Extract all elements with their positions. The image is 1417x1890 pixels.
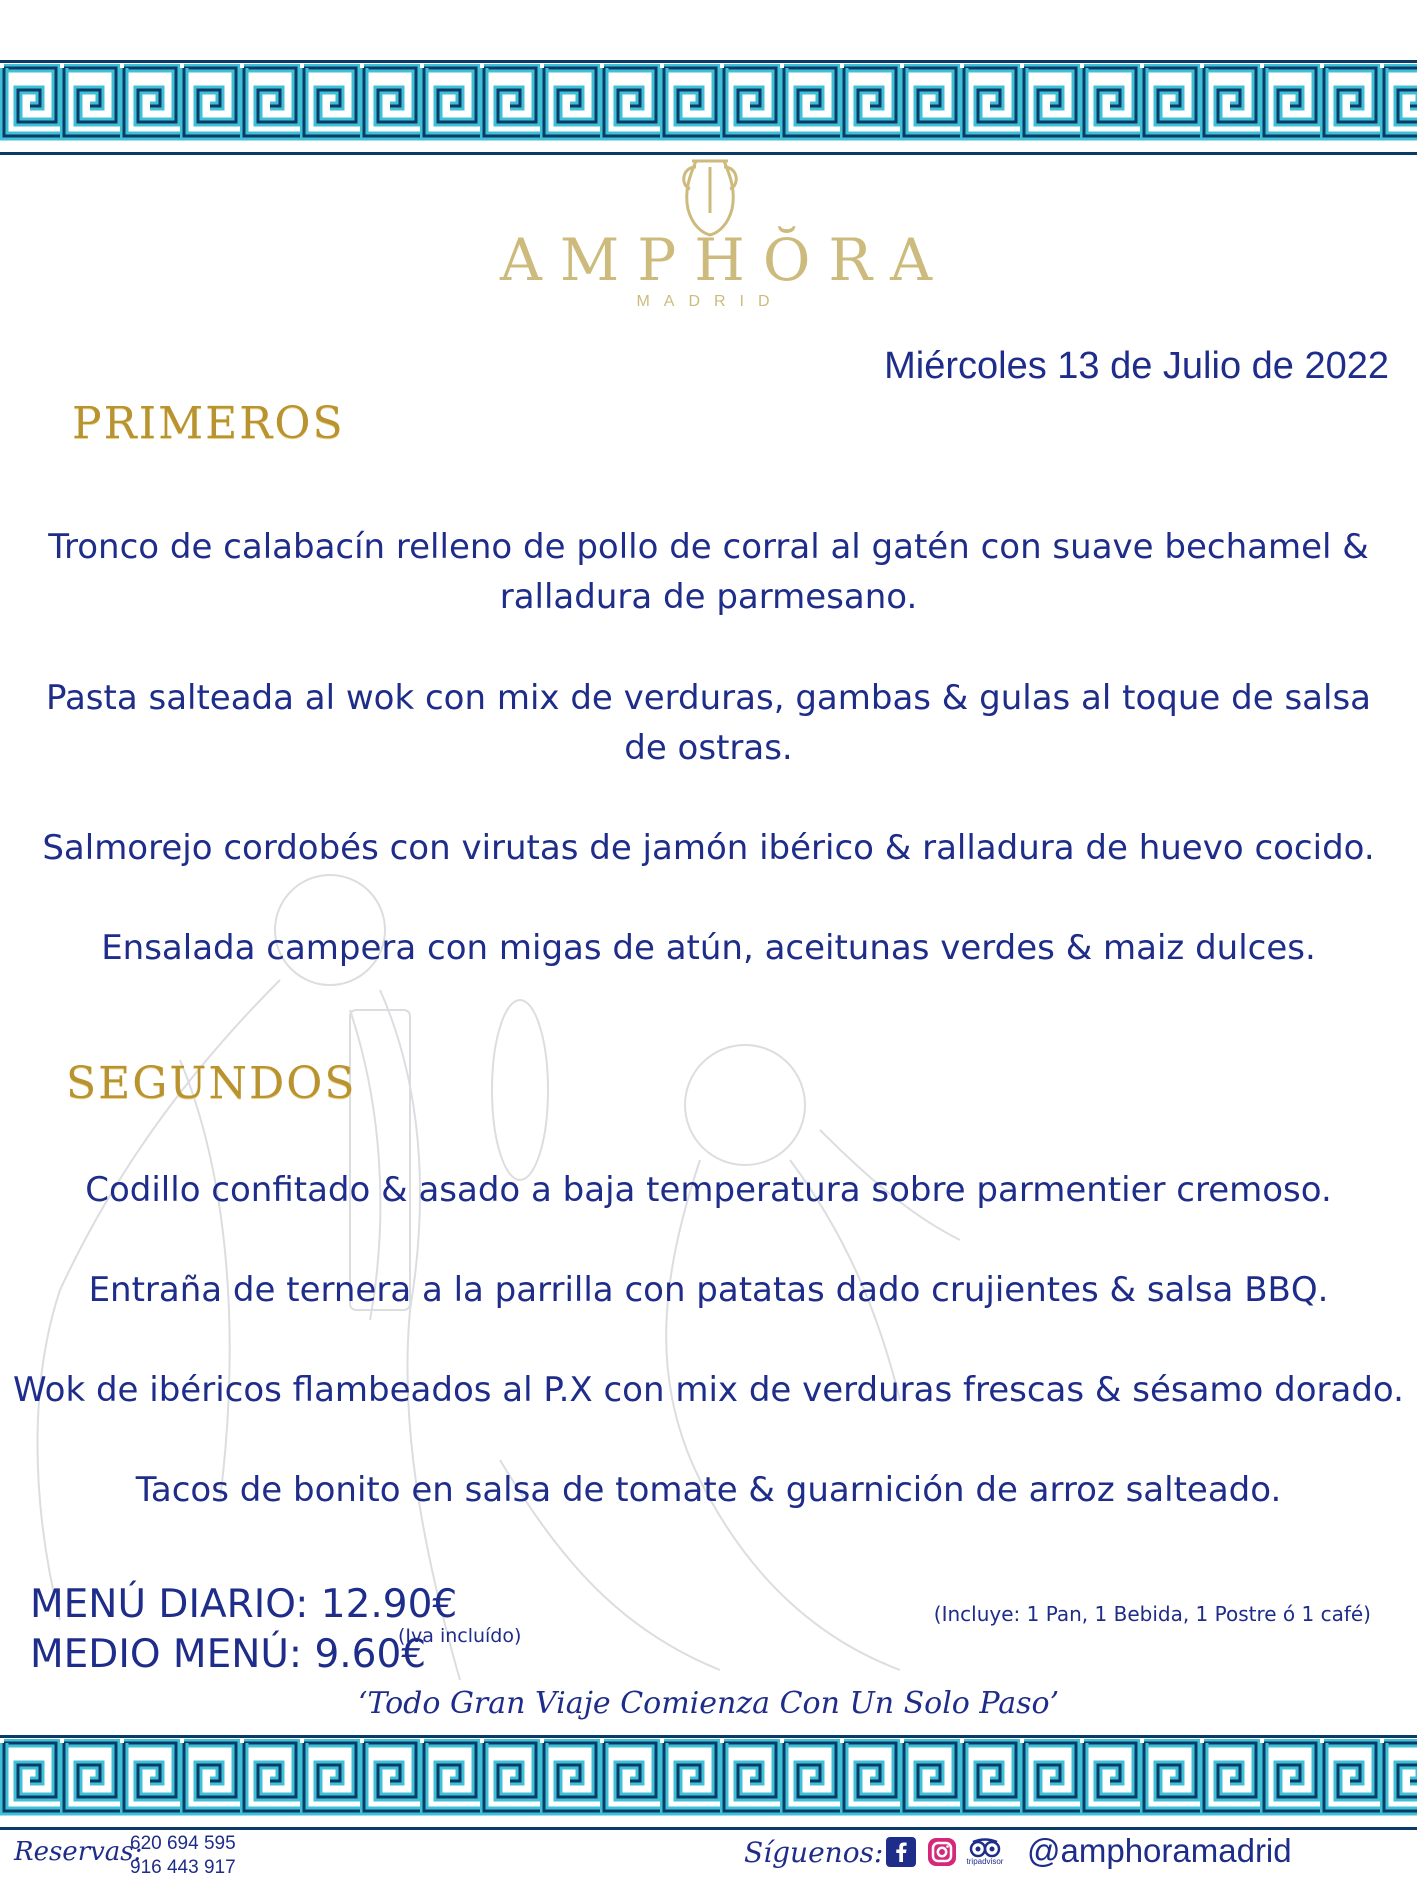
- menu-date: Miércoles 13 de Julio de 2022: [884, 345, 1389, 387]
- primeros-dish-1: [0, 522, 1417, 622]
- dish-line: Tronco de calabacín relleno de pollo de corral al gatén con suave bechamel &: [48, 527, 1369, 567]
- social-icons: [885, 1836, 1003, 1868]
- dish-line: Ensalada campera con migas de atún, aceitunas verdes & maiz dulces.: [101, 928, 1316, 968]
- phone-number[interactable]: 916 443 917: [130, 1857, 236, 1878]
- slogan: ‘Todo Gran Viaje Comienza Con Un Solo Paso’: [357, 1686, 1060, 1721]
- dish-line: Wok de ibéricos flambeados al P.X con mix de verduras frescas & sésamo dorado.: [13, 1370, 1404, 1410]
- reservation-phones: [130, 1832, 236, 1880]
- dish-line: ralladura de parmesano.: [499, 577, 918, 617]
- reservas-label: Reservas:: [14, 1837, 143, 1867]
- includes-note: (Incluye: 1 Pan, 1 Bebida, 1 Postre ó 1 café): [933, 1602, 1371, 1626]
- iva-note: (Iva incluído): [398, 1625, 522, 1647]
- segundos-dish-1: [0, 1165, 1417, 1215]
- dish-line: Tacos de bonito en salsa de tomate & guarnición de arroz salteado.: [135, 1470, 1282, 1510]
- social-handle[interactable]: @amphoramadrid: [1027, 1832, 1292, 1869]
- dish-line: Pasta salteada al wok con mix de verduras, gambas & gulas al toque de salsa: [45, 678, 1371, 718]
- segundos-dish-2: [0, 1265, 1417, 1315]
- brand-city: MADRID: [636, 293, 784, 310]
- primeros-dish-4: [0, 923, 1417, 973]
- medio-menu-price: MEDIO MENÚ: 9.60€: [30, 1632, 427, 1677]
- dish-line: de ostras.: [624, 728, 793, 768]
- price-block: [30, 1580, 457, 1680]
- instagram-icon[interactable]: [926, 1836, 958, 1868]
- menu-diario-price: MENÚ DIARIO: 12.90€: [30, 1582, 458, 1627]
- tripadvisor-icon[interactable]: [967, 1836, 1003, 1868]
- amphora-vase-icon: [670, 155, 750, 237]
- amphora-logo: [500, 155, 950, 345]
- dish-line: Salmorejo cordobés con virutas de jamón ibérico & ralladura de huevo cocido.: [42, 828, 1375, 868]
- segundos-dish-3: [0, 1365, 1417, 1415]
- dish-line: Entraña de ternera a la parrilla con patatas dado crujientes & salsa BBQ.: [88, 1270, 1329, 1310]
- segundos-dish-4: [0, 1465, 1417, 1515]
- tripadvisor-label: tripadvisor: [966, 1857, 1004, 1866]
- primeros-dish-2: [0, 673, 1417, 773]
- brand-name: AMPHŎRA: [500, 226, 950, 294]
- segundos-heading: SEGUNDOS: [66, 1058, 357, 1109]
- phone-number[interactable]: 620 694 595: [130, 1833, 236, 1854]
- siguenos-label: Síguenos:: [744, 1836, 884, 1869]
- dish-line: Codillo confitado & asado a baja temperatura sobre parmentier cremoso.: [85, 1170, 1332, 1210]
- facebook-icon[interactable]: [885, 1836, 917, 1868]
- primeros-dish-3: [0, 823, 1417, 873]
- bottom-greek-border: [0, 1735, 1417, 1831]
- primeros-heading: PRIMEROS: [72, 398, 345, 449]
- top-greek-border: [0, 60, 1417, 156]
